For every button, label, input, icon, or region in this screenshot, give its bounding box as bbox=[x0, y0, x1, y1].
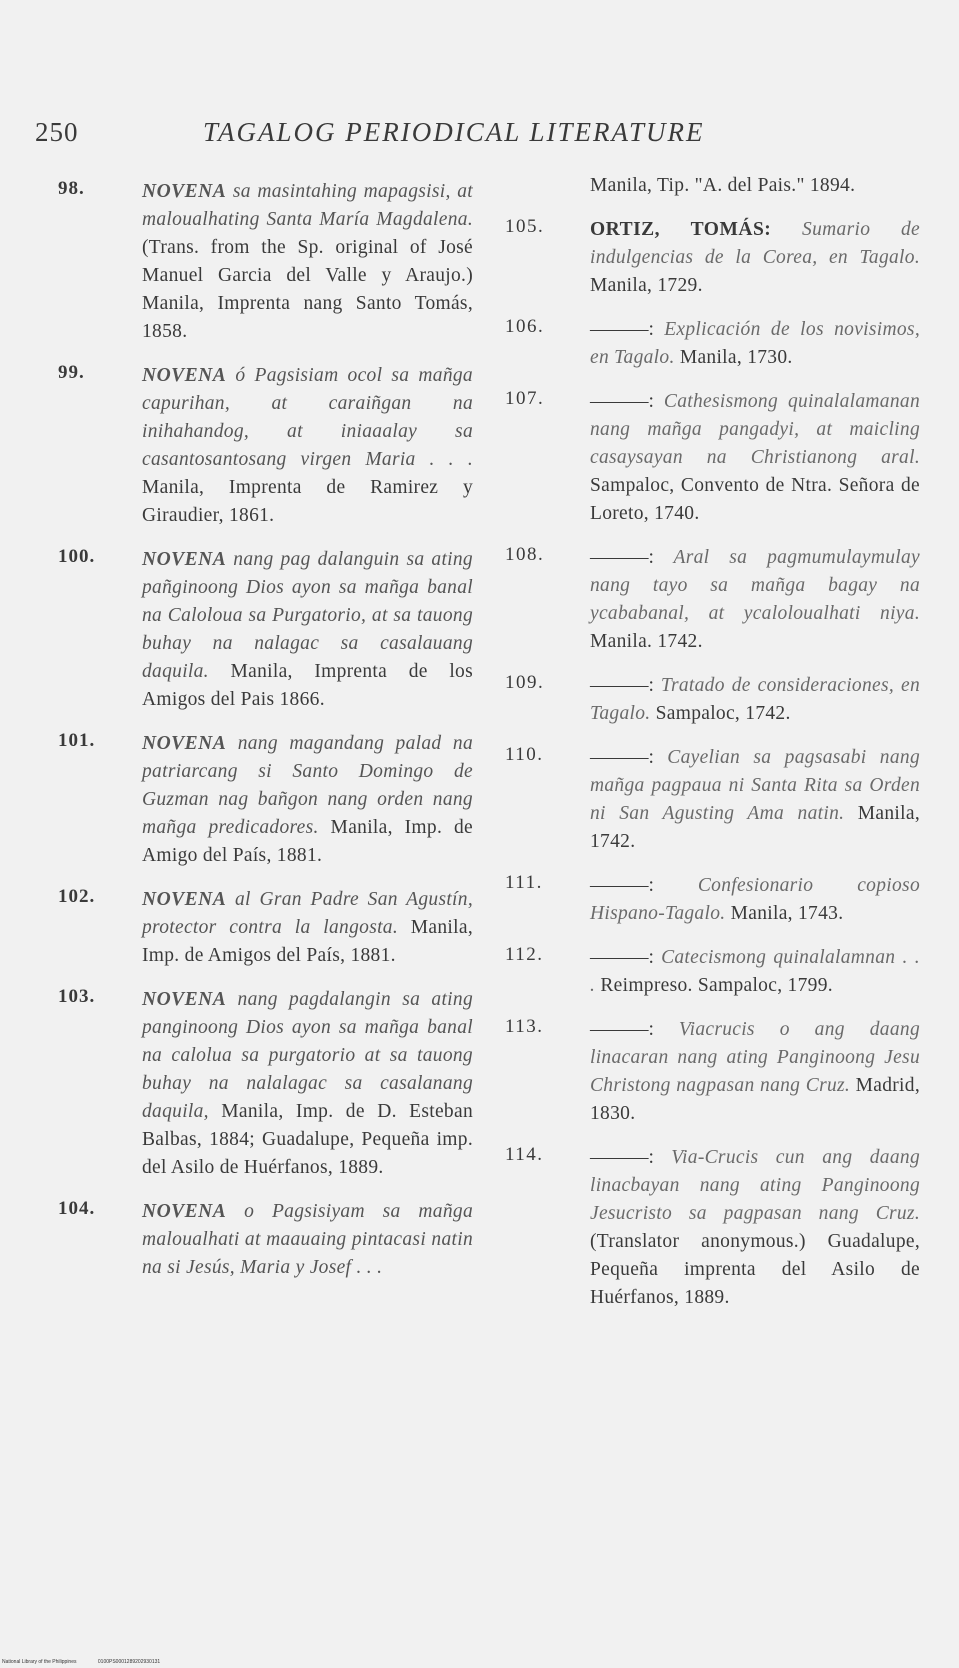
bibliography-entry bbox=[58, 546, 473, 714]
entry-imprint: Manila, 1730. bbox=[674, 347, 793, 368]
entry-lead: NOVENA bbox=[142, 989, 227, 1010]
entry-imprint: Manila, 1742. bbox=[590, 803, 920, 852]
entry-number: 103. bbox=[58, 986, 96, 1007]
left-column bbox=[58, 178, 473, 1298]
entry-text bbox=[590, 1016, 920, 1128]
entry-text bbox=[590, 172, 920, 200]
entry-lead: NOVENA bbox=[142, 1201, 227, 1222]
entry-number: 107. bbox=[505, 388, 545, 409]
entry-imprint: (Translator anonymous.) Guadalupe, Pequeña imprenta del Asilo de Huérfanos, 1889. bbox=[590, 1231, 920, 1308]
entry-title: ó Pagsisiam ocol sa mañga capurihan, at caraiñgan na inihahandog, at iniaaalay sa casantosantosang virgen Maria . . . bbox=[142, 365, 473, 470]
bibliography-entry bbox=[58, 178, 473, 346]
running-title: TAGALOG PERIODICAL LITERATURE bbox=[203, 117, 705, 147]
entry-imprint: Madrid, 1830. bbox=[590, 1075, 920, 1124]
entry-title: Via-Crucis cun ang daang linacbayan nang ating Panginoong Jesucristo sa pagpasan nang Cruz. bbox=[590, 1147, 920, 1224]
entry-text bbox=[590, 672, 920, 728]
entry-lead: NOVENA bbox=[142, 181, 227, 202]
right-column bbox=[505, 172, 920, 1328]
entry-lead: NOVENA bbox=[142, 549, 227, 570]
entry-imprint: Manila, Imprenta de los Amigos del Pais 1866. bbox=[142, 661, 473, 710]
entry-text bbox=[142, 886, 473, 970]
entry-title: Viacrucis o ang daang linacaran nang ating Panginoong Jesu Christong nagpasan nang Cruz. bbox=[590, 1019, 920, 1096]
bibliography-entry bbox=[505, 1144, 920, 1312]
page-number: 250 bbox=[35, 117, 79, 147]
entry-number: 109. bbox=[505, 672, 545, 693]
entry-text bbox=[142, 178, 473, 346]
entry-number: 105. bbox=[505, 216, 545, 237]
bibliography-entry bbox=[505, 316, 920, 372]
entry-title: sa masintahing mapagsisi, at maloualhating Santa María Magdalena. bbox=[142, 181, 473, 230]
entry-imprint: Manila, Imp. de Amigo del País, 1881. bbox=[142, 817, 473, 866]
entry-imprint: Manila, Imp. de Amigos del País, 1881. bbox=[142, 917, 473, 966]
entry-author: ———: bbox=[590, 547, 654, 568]
entry-author: ORTIZ, TOMÁS: bbox=[590, 219, 772, 240]
entry-title: Cayelian sa pagsasabi nang mañga pagpaua ni Santa Rita sa Orden ni San Agusting Ama natin. bbox=[590, 747, 920, 824]
bibliography-entry bbox=[505, 872, 920, 928]
entry-title: Sumario de indulgencias de la Corea, en Tagalo. bbox=[590, 219, 920, 268]
entry-number: 104. bbox=[58, 1198, 96, 1219]
entry-title: nang pag dalanguin sa ating pañginoong Dios ayon sa mañga banal na Caloloua sa Purgatorio, at sa tauong buhay na nalagac sa casalauang daquila. bbox=[142, 549, 473, 682]
entry-title: Tratado de consideraciones, en Tagalo. bbox=[590, 675, 920, 724]
entry-number: 114. bbox=[505, 1144, 544, 1165]
entry-imprint: Manila, Tip. "A. del Pais." 1894. bbox=[590, 175, 856, 196]
entry-text bbox=[590, 944, 920, 1000]
entry-author: ———: bbox=[590, 1147, 654, 1168]
entry-imprint: Sampaloc, Convento de Ntra. Señora de Loreto, 1740. bbox=[590, 475, 920, 524]
entry-author: ———: bbox=[590, 1019, 654, 1040]
entry-text bbox=[142, 546, 473, 714]
footer-id: 0100PS0001289202930131 bbox=[97, 1659, 161, 1665]
bibliography-entry bbox=[58, 886, 473, 970]
entry-title: Confesionario copioso Hispano-Tagalo. bbox=[590, 875, 920, 924]
entry-author: ———: bbox=[590, 947, 654, 968]
entry-author: ———: bbox=[590, 391, 654, 412]
entry-number: 102. bbox=[58, 886, 96, 907]
footer-source: National Library of the Philippines bbox=[2, 1659, 77, 1665]
entry-number: 112. bbox=[505, 944, 544, 965]
entry-title: o Pagsisiyam sa mañga maloualhati at maauaing pintacasi natin na si Jesús, Maria y Josef . . . bbox=[142, 1201, 473, 1278]
entry-author: ———: bbox=[590, 319, 654, 340]
bibliography-entry bbox=[505, 544, 920, 656]
entry-author: ———: bbox=[590, 747, 654, 768]
entry-text bbox=[142, 362, 473, 530]
entry-text bbox=[590, 872, 920, 928]
entry-imprint: Manila. 1742. bbox=[590, 631, 703, 652]
entry-imprint: Reimpreso. Sampaloc, 1799. bbox=[595, 975, 833, 996]
entry-author: ———: bbox=[590, 875, 654, 896]
bibliography-entry bbox=[505, 672, 920, 728]
bibliography-entry bbox=[58, 362, 473, 530]
entry-number: 108. bbox=[505, 544, 545, 565]
entry-number: 101. bbox=[58, 730, 96, 751]
entry-title: Catecismong quinalalamnan . . . bbox=[590, 947, 920, 996]
entry-title: nang pagdalangin sa ating panginoong Dios ayon sa mañga banal na calolua sa purgatorio at sa tauong buhay na nalalagac sa casalanang daquila, bbox=[142, 989, 473, 1122]
bibliography-entry bbox=[505, 388, 920, 528]
entry-imprint: Manila, Imp. de D. Esteban Balbas, 1884; Guadalupe, Pequeña imp. del Asilo de Huérfanos, 1889. bbox=[142, 1101, 473, 1178]
entry-text bbox=[590, 388, 920, 528]
entry-number: 99. bbox=[58, 362, 85, 383]
entry-lead: NOVENA bbox=[142, 733, 227, 754]
entry-text bbox=[590, 316, 920, 372]
entry-number: 113. bbox=[505, 1016, 544, 1037]
entry-number: 110. bbox=[505, 744, 544, 765]
bibliography-entry bbox=[58, 986, 473, 1182]
entry-text bbox=[590, 1144, 920, 1312]
bibliography-entry bbox=[505, 216, 920, 300]
entry-imprint: Manila, 1729. bbox=[590, 275, 703, 296]
bibliography-entry bbox=[505, 172, 920, 200]
entry-text bbox=[590, 544, 920, 656]
entry-title: Aral sa pagmumulaymulay nang tayo sa mañga bagay na ycababanal, at ycaloloualhati niya. bbox=[590, 547, 920, 624]
entry-text bbox=[142, 730, 473, 870]
entry-number: 100. bbox=[58, 546, 96, 567]
entry-lead: NOVENA bbox=[142, 889, 227, 910]
entry-title: al Gran Padre San Agustín, protector contra la langosta. bbox=[142, 889, 473, 938]
entry-lead: NOVENA bbox=[142, 365, 227, 386]
entry-title: Explicación de los novisimos, en Tagalo. bbox=[590, 319, 920, 368]
bibliography-entry bbox=[505, 744, 920, 856]
entry-text bbox=[590, 744, 920, 856]
entry-author: ———: bbox=[590, 675, 654, 696]
bibliography-entry bbox=[505, 1016, 920, 1128]
entry-number: 111. bbox=[505, 872, 543, 893]
bibliography-entry bbox=[58, 730, 473, 870]
entry-number: 98. bbox=[58, 178, 85, 199]
entry-imprint: (Trans. from the Sp. original of José Manuel Garcia del Valle y Araujo.) Manila, Imprenta nang Santo Tomás, 1858. bbox=[142, 237, 473, 342]
entry-imprint: Manila, Imprenta de Ramirez y Giraudier, 1861. bbox=[142, 477, 473, 526]
bibliography-entry bbox=[58, 1198, 473, 1282]
entry-imprint: Manila, 1743. bbox=[725, 903, 844, 924]
entry-text bbox=[142, 1198, 473, 1282]
entry-number: 106. bbox=[505, 316, 545, 337]
entry-text bbox=[142, 986, 473, 1182]
entry-title: Cathesismong quinalalamanan nang mañga pangadyi, at maicling casaysayan na Christianong aral. bbox=[590, 391, 920, 468]
bibliography-entry bbox=[505, 944, 920, 1000]
entry-text bbox=[590, 216, 920, 300]
entry-imprint: Sampaloc, 1742. bbox=[650, 703, 791, 724]
scan-footer bbox=[2, 1659, 180, 1665]
entry-title: nang magandang palad na patriarcang si Santo Domingo de Guzman nag bañgon nang orden nang mañga predicadores. bbox=[142, 733, 473, 838]
